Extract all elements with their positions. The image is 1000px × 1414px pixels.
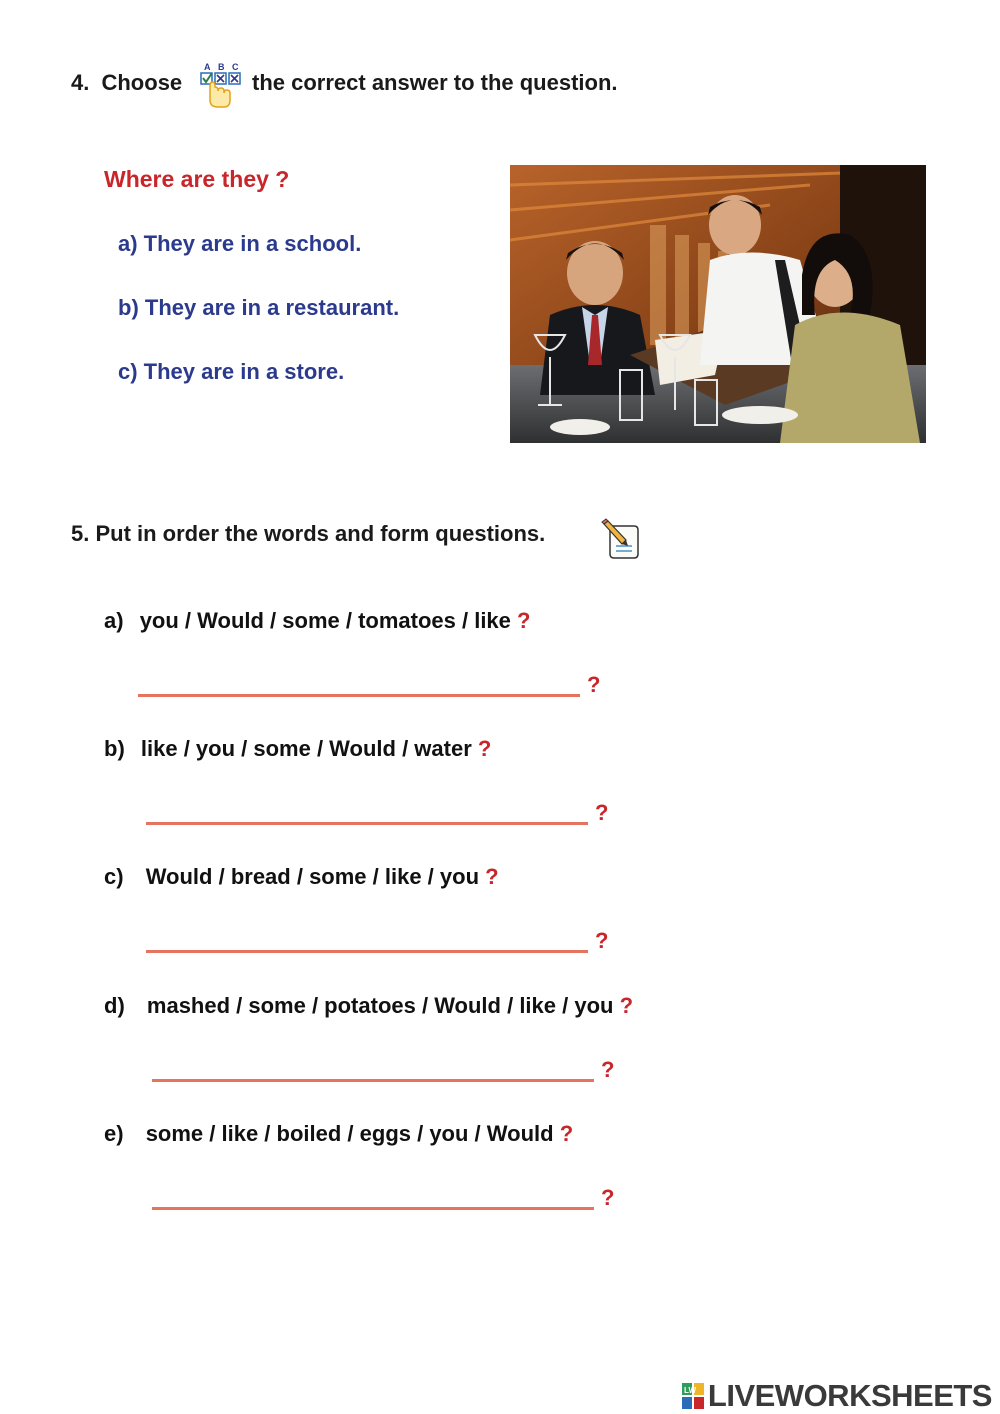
section-4-text-after: the correct answer to the question.: [252, 70, 618, 95]
item-e: [104, 1121, 573, 1147]
item-b-words: like / you / some / Would / water: [140, 736, 472, 761]
option-c[interactable]: c) They are in a store.: [118, 359, 345, 384]
option-b[interactable]: b) They are in a restaurant.: [118, 295, 400, 320]
brand-name[interactable]: LIVEWORKSHEETS: [707, 1378, 992, 1413]
option-a[interactable]: a) They are in a school.: [118, 231, 362, 256]
pencil-paper-icon: [600, 518, 642, 560]
section-5-heading: 5. Put in order the words and form questions.: [71, 521, 546, 546]
item-a-words: you / Would / some / tomatoes / like: [139, 608, 511, 633]
answer-field-b[interactable]: [146, 822, 588, 825]
question-text: Where are they: [104, 166, 269, 192]
answer-d-qmark: ?: [601, 1057, 615, 1082]
item-c-qmark: ?: [485, 864, 499, 889]
answer-field-e[interactable]: [152, 1207, 594, 1210]
icon-letter-b: B: [218, 62, 225, 72]
item-c-words: Would / bread / some / like / you: [145, 864, 480, 889]
question-mark: ?: [275, 166, 290, 192]
item-c-letter: c): [104, 864, 124, 889]
answer-b-qmark: ?: [595, 800, 609, 825]
item-d-qmark: ?: [619, 993, 634, 1018]
section-4-heading: [71, 70, 182, 96]
question-where: [104, 166, 289, 193]
item-a-letter: a): [104, 608, 124, 633]
item-d-words: mashed / some / potatoes / Would / like / you: [146, 993, 614, 1018]
liveworksheets-brand: [682, 1378, 992, 1414]
restaurant-photo: [510, 165, 926, 443]
answer-c-qmark: ?: [595, 928, 609, 953]
answer-field-d[interactable]: [152, 1079, 594, 1082]
item-e-letter: e): [104, 1121, 124, 1146]
item-a-qmark: ?: [517, 608, 531, 633]
section-4-text-before: Choose: [101, 70, 183, 95]
item-b-qmark: ?: [477, 736, 492, 761]
multiple-choice-icon: [196, 60, 246, 110]
item-d-letter: d): [104, 993, 125, 1018]
liveworksheets-logo-icon: [682, 1383, 704, 1409]
icon-letter-c: C: [232, 62, 239, 72]
item-b: [104, 736, 491, 762]
item-b-letter: b): [104, 736, 125, 761]
answer-e-qmark: ?: [601, 1185, 615, 1210]
answer-a-qmark: ?: [587, 672, 601, 697]
item-c: [104, 864, 499, 890]
answer-field-a[interactable]: [138, 694, 580, 697]
answer-field-c[interactable]: [146, 950, 588, 953]
item-e-words: some / like / boiled / eggs / you / Would: [145, 1121, 554, 1146]
logo-lw: LW: [683, 1386, 696, 1395]
icon-letter-a: A: [204, 62, 211, 72]
item-e-qmark: ?: [559, 1121, 574, 1146]
section-4-number: 4.: [71, 70, 90, 95]
item-d: [104, 993, 633, 1019]
item-a: [104, 608, 530, 634]
